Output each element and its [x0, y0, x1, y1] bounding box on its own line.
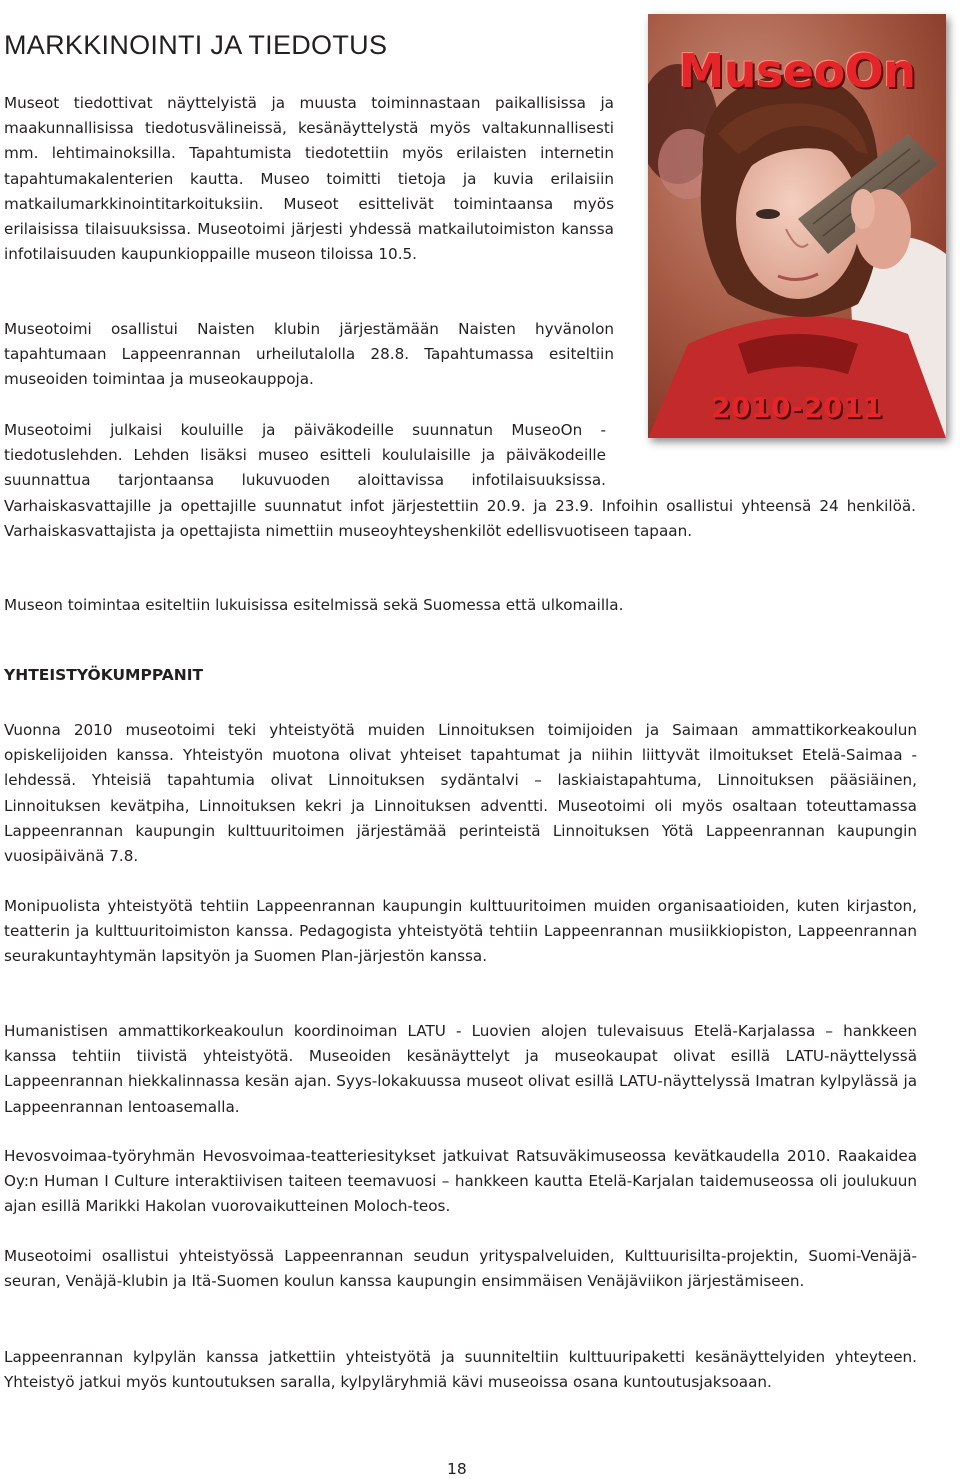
section-heading-yhteistyokumppanit: YHTEISTYÖKUMPPANIT: [4, 666, 204, 684]
paragraph-tiedotus: Museot tiedottivat näyttelyistä ja muusta toiminnastaan paikallisissa ja maakunnallisissa tiedotusvälineissä, kesänäyttelystä myös valtakunnallisesti mm. lehtimainoksilla. Tapahtumista tiedotettiin myös erilaisten internetin tapahtumakalenterien kautta. Museo toimitti tietoja ja kuvia erilaisiin matkailumarkkinointitarkoituksiin. Museot esittelivät toimintaansa myös erilaisissa tilaisuuksissa. Museotoimi järjesti yhdessä matkailutoimiston kanssa infotilaisuuden kaupunkioppaille museon tiloissa 10.5.: [4, 94, 614, 264]
paragraph-esitelmat: Museon toimintaa esiteltiin lukuisissa esitelmissä sekä Suomessa että ulkomailla.: [4, 596, 624, 614]
paragraph-naisten-klubi: Museotoimi osallistui Naisten klubin järjestämään Naisten hyvänolon tapahtumaan Lappeenrannan urheilutalolla 28.8. Tapahtumassa esiteltiin museoiden toimintaa ja museokauppoja.: [4, 320, 614, 389]
cover-year: 2010-2011: [711, 391, 883, 424]
paragraph-museoon-lehti-text: Museotoimi julkaisi kouluille ja päiväkodeille suunnatun MuseoOn -tiedotuslehden. Lehden lisäksi museo esitteli koululaisille ja päiväkodeille suunnattua tarjontaansa lukuvuoden aloittavissa infotilaisuuksissa. Varhaiskasvattajille ja opettajille suunnatut infot järjestettiin 20.9. ja 23.9. Infoihin osallistui yhteensä 24 henkilöä. Varhaiskasvattajista ja opettajista nimettiin museoyhteyshenkilöt edellisvuotiseen tapaan.: [4, 421, 916, 540]
page-title: MARKKINOINTI JA TIEDOTUS: [4, 30, 388, 60]
paragraph-latu: Humanistisen ammattikorkeakoulun koordinoiman LATU - Luovien alojen tulevaisuus Etelä-Karjalassa – hankkeen kanssa tehtiin tiivistä yhteistyötä. Museoiden kesänäyttelyt ja museokaupat olivat esillä LATU-näyttelyssä Lappeenrannan hiekkalinnassa kesän ajan. Syys-lokakuussa museot olivat esillä LATU-näyttelyssä Imatran kylpylässä ja Lappeenrannan lentoasemalla.: [4, 1022, 917, 1116]
paragraph-hevosvoimaa: Hevosvoimaa-työryhmän Hevosvoimaa-teatteriesitykset jatkuivat Ratsuväkimuseossa kevätkaudella 2010. Raakaidea Oy:n Human I Culture interaktiivisen taiteen teemavuosi – hankkeen kautta Etelä-Karjalan taidemuseossa oli joulukuun ajan esillä Marikki Hakolan vuorovaikutteinen Moloch-teos.: [4, 1147, 917, 1216]
paragraph-linnoitus: Vuonna 2010 museotoimi teki yhteistyötä muiden Linnoituksen toimijoiden ja Saimaan ammattikorkeakoulun opiskelijoiden kanssa. Yhteistyön muotona olivat yhteiset tapahtumat ja niihin liittyvät ilmoitukset Etelä-Saimaa -lehdessä. Yhteisiä tapahtumia olivat Linnoituksen sydäntalvi – laskiaistapahtuma, Linnoituksen pääsiäinen, Linnoituksen kevätpiha, Linnoituksen kekri ja Linnoituksen adventti. Museotoimi oli myös osaltaan toteuttamassa Lappeenrannan kaupungin kulttuuritoimen järjestämää perinteistä Linnoituksen Yötä Lappeenrannan kaupungin vuosipäivänä 7.8.: [4, 721, 917, 866]
page-number: 18: [447, 1460, 467, 1478]
paragraph-kulttuuritoimi: Monipuolista yhteistyötä tehtiin Lappeenrannan kaupungin kulttuuritoimen muiden organisaatioiden, kuten kirjaston, teatterin ja kulttuuritoimiston kanssa. Pedagogista yhteistyötä tehtiin Lappeenrannan musiikkiopiston, Lappeenrannan seurakuntayhtymän lapsityön ja Suomen Plan-järjestön kanssa.: [4, 897, 917, 966]
paragraph-kylpyla: Lappeenrannan kylpylän kanssa jatkettiin yhteistyötä ja suunniteltiin kulttuuripaketti kesänäyttelyiden yhteyteen. Yhteistyö jatkui myös kuntoutuksen saralla, kylpyläryhmiä kävi museoissa osana kuntoutusjaksoaan.: [4, 1348, 917, 1392]
paragraph-museoon-lehti: [4, 418, 916, 544]
museoon-cover-image: [648, 14, 946, 438]
paragraph-venajaviikko: Museotoimi osallistui yhteistyössä Lappeenrannan seudun yrityspalveluiden, Kulttuurisilta-projektin, Suomi-Venäjä-seuran, Venäjä-klubin ja Itä-Suomen koulun kanssa kaupungin ensimmäisen Venäjäviikon järjestämiseen.: [4, 1247, 917, 1291]
image-wrap-spacer: [616, 418, 916, 473]
cover-title: MuseoOn: [678, 44, 916, 98]
